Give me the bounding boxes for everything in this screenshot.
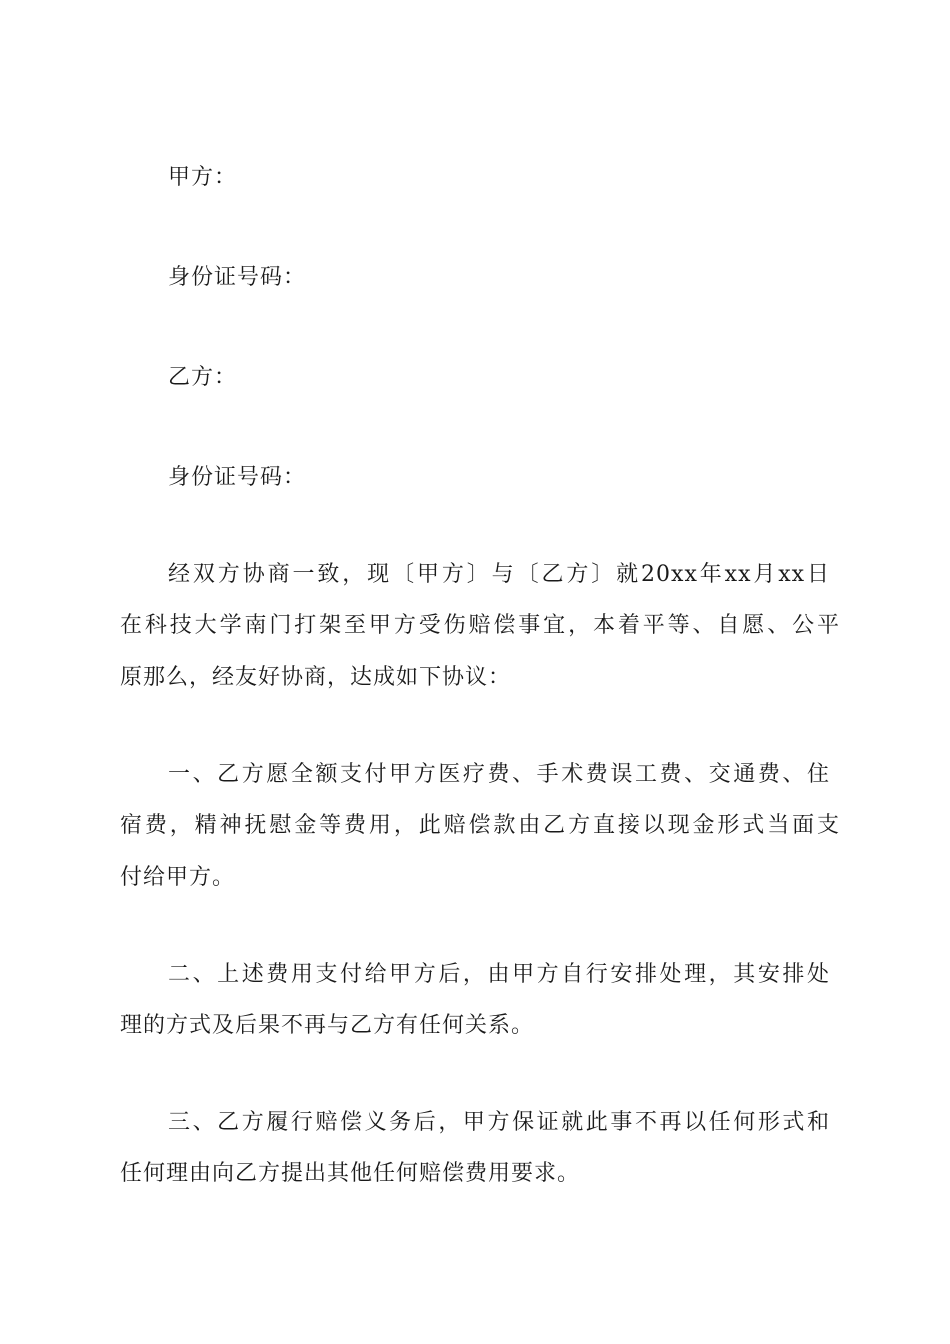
clause-3-line-1: 三、乙方履行赔偿义务后，甲方保证就此事不再以任何形式和 <box>168 1110 830 1135</box>
party-b-label: 乙方： <box>168 365 238 390</box>
clause-2-line-1: 二、上述费用支付给甲方后，由甲方自行安排处理，其安排处 <box>168 962 830 987</box>
clause-1-line-3: 付给甲方。 <box>120 865 236 890</box>
intro-line-1: 经双方协商一致，现〔甲方〕与〔乙方〕就20xx年xx月xx日 <box>168 562 830 587</box>
clause-1-line-2: 宿费，精神抚慰金等费用，此赔偿款由乙方直接以现金形式当面支 <box>120 813 840 838</box>
clause-1-line-1: 一、乙方愿全额支付甲方医疗费、手术费误工费、交通费、住 <box>168 762 830 787</box>
party-a-label: 甲方： <box>168 165 238 190</box>
clause-3-line-2: 任何理由向乙方提出其他任何赔偿费用要求。 <box>120 1161 581 1186</box>
intro-line-2: 在科技大学南门打架至甲方受伤赔偿事宜，本着平等、自愿、公平 <box>120 613 840 638</box>
intro-line-3: 原那么，经友好协商，达成如下协议： <box>120 665 512 690</box>
party-a-id-label: 身份证号码： <box>168 265 307 290</box>
clause-2-line-2: 理的方式及后果不再与乙方有任何关系。 <box>120 1013 535 1038</box>
party-b-id-label: 身份证号码： <box>168 465 307 490</box>
